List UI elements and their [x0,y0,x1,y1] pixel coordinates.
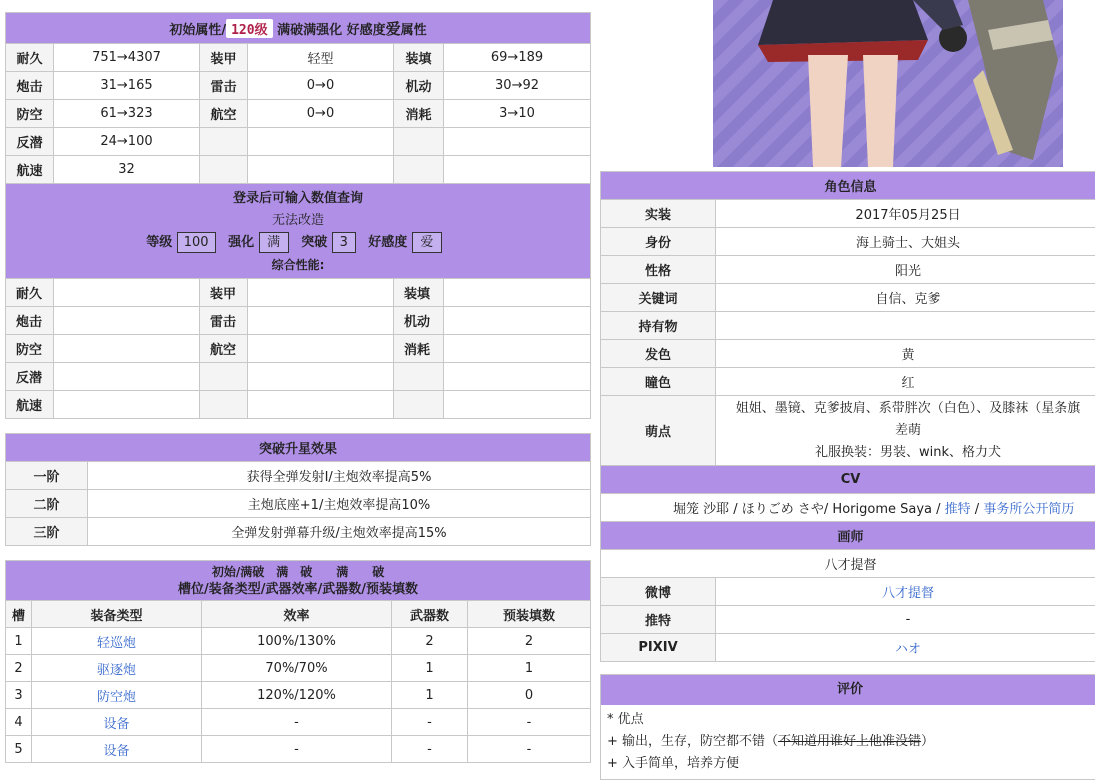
calculated-label [394,391,444,419]
affinity-select[interactable]: 爱 [412,232,442,253]
slot-type-cell [32,736,202,763]
calculated-row [6,279,591,307]
slot-weapon-count: 1 [392,655,468,682]
cv-row [601,494,1095,522]
attribute-row [6,100,591,128]
cv-agency-profile-link[interactable]: 事务所公开简历 [983,502,1074,517]
attribute-label [394,156,444,184]
info-row [601,228,1095,256]
info-label: 性格 [601,256,716,284]
slot-equipment-type-link[interactable]: 防空炮 [97,690,136,705]
portrait-illustration [713,0,1063,167]
calculated-value [444,363,591,391]
attributes-header-suffix: 属性 [401,23,427,38]
attribute-label: 耐久 [6,44,54,72]
slot-row [6,709,591,736]
slots-header [6,561,591,601]
pixiv-link[interactable]: ハオ [895,642,921,657]
slot-number: 4 [6,709,32,736]
attribute-label: 防空 [6,100,54,128]
attribute-label: 雷击 [200,72,248,100]
breakthrough-effect: 获得全弹发射I/主炮效率提高5% [88,462,591,490]
calculated-label: 炮击 [6,307,54,335]
slots-column-header: 槽 [6,601,32,628]
attribute-label: 航速 [6,156,54,184]
cv-separator: / [971,502,984,517]
attributes-table [5,12,591,419]
review-line-2-strikethrough: 不知道用谁好上他准没错 [778,734,921,749]
equipment-slots-table [5,560,591,763]
slots-header-line1: 初始/满破 满 破 满 破 [6,564,590,581]
level-input[interactable]: 100 [177,232,216,253]
info-row [601,200,1095,228]
calculated-row [6,335,591,363]
twitter-value: - [716,606,1095,634]
calculated-label [200,391,248,419]
info-row [601,256,1095,284]
calculated-label: 装甲 [200,279,248,307]
calculated-label: 防空 [6,335,54,363]
slots-column-header: 装备类型 [32,601,202,628]
artist-title: 画师 [601,522,1095,550]
info-label: 身份 [601,228,716,256]
attribute-value: 0→0 [248,100,394,128]
attribute-row [6,72,591,100]
calculated-value [444,335,591,363]
slot-weapon-count: 1 [392,682,468,709]
calculated-row [6,363,591,391]
breakthrough-effect: 主炮底座+1/主炮效率提高10% [88,490,591,518]
moe-points-line2: 差萌 [716,420,1095,442]
breakthrough-stage: 一阶 [6,462,88,490]
attribute-value: 0→0 [248,72,394,100]
attribute-value [444,128,591,156]
attribute-value: 69→189 [444,44,591,72]
slot-equipment-type-link[interactable]: 设备 [103,744,129,759]
cv-twitter-link[interactable]: 推特 [945,502,971,517]
calculated-label: 反潜 [6,363,54,391]
attribute-value: 24→100 [54,128,200,156]
review-line-2-prefix: + 输出，生存，防空都不错（ [607,734,778,749]
attribute-label: 消耗 [394,100,444,128]
character-info-title: 角色信息 [601,172,1095,200]
attribute-label: 装甲 [200,44,248,72]
info-value: 2017年05月25日 [716,200,1095,228]
weibo-link[interactable]: 八才提督 [882,586,934,601]
calculated-label: 消耗 [394,335,444,363]
slot-efficiency: 120%/120% [202,682,392,709]
affinity-love-text: 爱 [386,20,401,38]
attribute-value [444,156,591,184]
slots-column-header: 武器数 [392,601,468,628]
login-query-title: 登录后可输入数值查询 [6,188,590,210]
attribute-row [6,128,591,156]
limit-break-label: 突破 [301,235,327,250]
breakthrough-stage: 二阶 [6,490,88,518]
info-value: 黄 [716,340,1095,368]
attributes-header-prefix: 初始属性/ [169,23,226,38]
pixiv-label: PIXIV [601,634,716,662]
attribute-value: 3→10 [444,100,591,128]
calculated-label: 航空 [200,335,248,363]
slot-efficiency: - [202,709,392,736]
breakthrough-table [5,433,591,546]
slot-efficiency: 70%/70% [202,655,392,682]
attribute-value [248,156,394,184]
slot-efficiency: 100%/130% [202,628,392,655]
review-line-2-suffix: ） [921,734,934,749]
enhance-label: 强化 [228,235,254,250]
moe-points-label: 萌点 [601,396,716,466]
slot-number: 1 [6,628,32,655]
slot-equipment-type-link[interactable]: 驱逐炮 [97,663,136,678]
moe-points-line3: 礼服换装：男装、wink、格力犬 [716,442,1095,464]
calculated-value [248,335,394,363]
slot-number: 2 [6,655,32,682]
slot-type-cell [32,628,202,655]
calculated-label [200,363,248,391]
attributes-header-mid: 满破满强化 好感度 [277,23,386,38]
slots-column-header: 预装填数 [468,601,591,628]
level-120-badge[interactable]: 120级 [226,19,272,38]
enhance-select[interactable]: 满 [259,232,289,253]
slots-header-line2: 槽位/装备类型/武器效率/武器数/预装填数 [6,581,590,598]
attribute-value [248,128,394,156]
review-panel [600,674,1095,780]
calculated-value [54,363,200,391]
attribute-row [6,44,591,72]
calculated-value [444,391,591,419]
info-label: 关键词 [601,284,716,312]
cv-title: CV [601,466,1095,494]
info-value: 自信、克爹 [716,284,1095,312]
character-info-table [600,171,1095,662]
calculated-label: 航速 [6,391,54,419]
slot-equipment-type-link[interactable]: 轻巡炮 [97,636,136,651]
info-label: 实装 [601,200,716,228]
calculated-value [444,307,591,335]
info-row [601,284,1095,312]
slot-row [6,736,591,763]
calculated-value [54,279,200,307]
calculated-value [54,335,200,363]
breakthrough-stage: 三阶 [6,518,88,546]
slot-preload-count: - [468,736,591,763]
attribute-label: 反潜 [6,128,54,156]
attribute-value: 32 [54,156,200,184]
calculated-value [54,391,200,419]
overall-performance-label: 综合性能: [6,254,590,276]
breakthrough-row [6,518,591,546]
breakthrough-row [6,462,591,490]
character-portrait [713,0,1063,167]
affinity-label: 好感度 [368,235,407,250]
calculated-value [248,279,394,307]
info-label: 瞳色 [601,368,716,396]
calculated-label: 机动 [394,307,444,335]
attribute-label: 装填 [394,44,444,72]
calculated-label: 雷击 [200,307,248,335]
calculated-label: 装填 [394,279,444,307]
breakthrough-effect: 全弹发射弹幕升级/主炮效率提高15% [88,518,591,546]
slot-row [6,682,591,709]
slot-weapon-count: - [392,736,468,763]
slot-row [6,655,591,682]
calculated-value [248,307,394,335]
twitter-label: 推特 [601,606,716,634]
calculated-value [248,363,394,391]
cv-name: 堀笼 沙耶 / ほりごめ さや/ Horigome Saya / [673,502,945,517]
info-label: 发色 [601,340,716,368]
slot-equipment-type-link[interactable]: 设备 [103,717,129,732]
slot-number: 5 [6,736,32,763]
slot-efficiency: - [202,736,392,763]
weibo-label: 微博 [601,578,716,606]
calculated-label [394,363,444,391]
login-query-block [6,184,591,279]
level-label: 等级 [146,235,172,250]
slot-type-cell [32,655,202,682]
attribute-value: 751→4307 [54,44,200,72]
review-pros-heading: * 优点 [607,709,1093,731]
slot-type-cell [32,709,202,736]
calculated-value [444,279,591,307]
calculated-value [54,307,200,335]
moe-points-line1: 姐姐、墨镜、克爹披肩、系带胖次（白色）、及膝袜（星条旗 [716,398,1095,420]
slot-number: 3 [6,682,32,709]
breakthrough-title: 突破升星效果 [6,434,591,462]
attribute-value: 31→165 [54,72,200,100]
attribute-label [394,128,444,156]
calculated-row [6,307,591,335]
slot-weapon-count: - [392,709,468,736]
info-row [601,340,1095,368]
attribute-label: 炮击 [6,72,54,100]
info-row [601,368,1095,396]
no-retrofit-text: 无法改造 [6,210,590,232]
attribute-row [6,156,591,184]
review-title: 评价 [601,675,1095,705]
calculated-row [6,391,591,419]
slots-column-header: 效率 [202,601,392,628]
attribute-value: 30→92 [444,72,591,100]
attribute-label [200,156,248,184]
calculated-value [248,391,394,419]
review-line-2 [607,731,1093,753]
attribute-label [200,128,248,156]
info-label: 持有物 [601,312,716,340]
slots-column-headers [6,601,591,628]
slot-preload-count: 0 [468,682,591,709]
attributes-header [6,13,591,44]
slot-type-cell [32,682,202,709]
slot-preload-count: 1 [468,655,591,682]
slot-preload-count: 2 [468,628,591,655]
limit-break-input[interactable]: 3 [332,232,356,253]
info-row [601,312,1095,340]
slot-row [6,628,591,655]
breakthrough-row [6,490,591,518]
attribute-value: 61→323 [54,100,200,128]
attribute-label: 航空 [200,100,248,128]
artist-name: 八才提督 [601,550,1095,578]
info-value: 红 [716,368,1095,396]
slot-weapon-count: 2 [392,628,468,655]
slot-preload-count: - [468,709,591,736]
attribute-value: 轻型 [248,44,394,72]
attribute-label: 机动 [394,72,444,100]
info-value: 海上骑士、大姐头 [716,228,1095,256]
review-line-3: + 入手简单，培养方便 [607,753,1093,775]
moe-points-value [716,396,1095,466]
info-value: 阳光 [716,256,1095,284]
info-value [716,312,1095,340]
calculated-label: 耐久 [6,279,54,307]
